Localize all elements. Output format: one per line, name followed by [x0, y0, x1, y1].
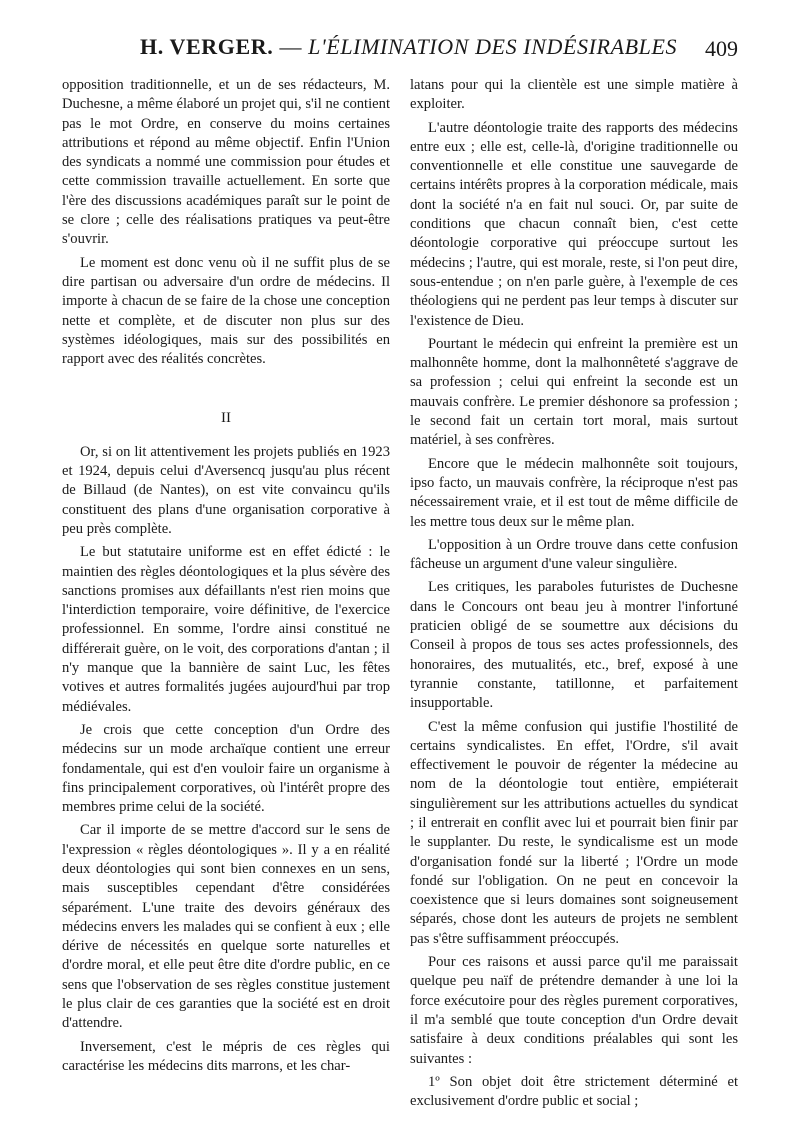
paragraph: Inversement, c'est le mépris de ces règles qui caractérise les médecins dits marrons, et les char- — [62, 1038, 390, 1074]
paragraph: latans pour qui la clientèle est une simple matière à exploiter. — [410, 77, 738, 113]
paragraph: Car il importe de se mettre d'accord sur le sens de l'expression « règles déontologiques ». Il y a en réalité deux déontologies qui sont bien connexes en un sens, mais susceptibles cependant d'être considérées séparément. L'une traite des devoirs généraux des médecins envers les malades qui se confient à eux ; elle dérive de nécessités en quelque sorte naturelles et d'ordre moral, et elle peut être dite d'ordre public, en ce sens que l'observation de ses règles constitue justement le plus clair de ces garanties que la société est en droit d'attendre. — [62, 822, 390, 1032]
paragraph: L'opposition à un Ordre trouve dans cette confusion fâcheuse un argument d'une valeur singulière. — [410, 536, 738, 573]
header-author: H. VERGER. — [140, 34, 274, 59]
paragraph: opposition traditionnelle, et un de ses rédacteurs, M. Duchesne, a même élaboré un projet qui, s'il ne contient pas le mot Ordre, en conserve du moins certaines attributions et répond au même objectif. Enfin l'Union des syndicats a nommé une commission pour études et cette commission travaille actuellement. En sorte que l'ère des discussions académiques paraît sur le point de se clore ; celle des réalisations pratiques va peut-être s'ouvrir. — [62, 77, 390, 248]
paragraph: Pourtant le médecin qui enfreint la première est un malhonnête homme, dont la malhonnêteté s'aggrave de sa profession ; celui qui enfreint la seconde est un mauvais confrère. Le premier déshonore sa profession ; le second fait un certain tort moral, mais surtout matériel, à ses confrères. — [410, 335, 738, 449]
paragraph: C'est la même confusion qui justifie l'hostilité de certains syndicalistes. En effet, l'Ordre, s'il avait effectivement le pouvoir de régenter la médecine au nom de la déontologie tout entière, empiéterait singulièrement sur les attributions actuelles du syndicat ; il entrerait en conflit avec lui et pourrait bien finir par le supplanter. Du reste, le syndicalisme est un mode d'organisation fondé sur la liberté ; l'Ordre un mode fondé sur l'obligation. On ne peut en concevoir la coexistence que si leurs domaines sont soigneusement séparés, chose dont les auteurs de projets ne semblent pas s'être suffisamment préoccupés. — [410, 718, 738, 947]
header-article-title: L'ÉLIMINATION DES INDÉSIRABLES — [308, 34, 678, 59]
paragraph: Le but statutaire uniforme est en effet édicté : le maintien des règles déontologiques et la plus sévère des sanctions promises aux défaillants n'est rien moins que l'interdiction temporaire, voire définitive, de l'exercice professionnel. En somme, l'ordre ainsi constitué ne différerait guère, on le voit, des corporations d'antan ; il n'y manque que la bannière de saint Luc, les fêtes votives et autres formalités jugées aujourd'hui par trop médiévales. — [62, 544, 390, 715]
page-number: 409 — [705, 36, 738, 61]
paragraph: L'autre déontologie traite des rapports des médecins entre eux ; elle est, celle-là, d'origine traditionnelle ou conventionnelle et elle constitue une sauvegarde de certains intérêts propres à la corporation médicale, mais dont la société n'a en fait nul souci. Or, par suite de conditions que chacun connaît bien, c'est cette déontologie corporative qui préoccupe surtout les médecins ; l'autre, qui est morale, reste, si l'on peut dire, sous-entendue ; on n'en parle guère, à l'exemple de ces théologiens qui ne perdent pas leur temps à discuter sur l'existence de Dieu. — [410, 119, 738, 329]
right-column — [410, 76, 738, 1115]
running-title — [140, 34, 677, 60]
paragraph: Je crois que cette conception d'un Ordre des médecins sur un mode archaïque contient une erreur fondamentale, qui est d'en vouloir faire un organisme à fins principalement corporatives, où l'intérêt propre des membres prime celui de la société. — [62, 721, 390, 816]
paragraph: 1º Son objet doit être strictement déterminé et exclusivement d'ordre public et social ; — [410, 1073, 738, 1110]
header-separator: — — [273, 34, 309, 59]
paragraph: Or, si on lit attentivement les projets publiés en 1923 et 1924, depuis celui d'Aversencq jusqu'au plus récent de Billaud (de Nantes), on est vite convaincu qu'ils constituent des plans d'une organisation corporative à peu près complète. — [62, 443, 390, 537]
paragraph: Pour ces raisons et aussi parce qu'il me paraissait quelque peu naïf de prétendre demander à une loi la force exécutoire pour des règles purement corporatives, il m'a semblé que toute conception d'un Ordre devait satisfaire à deux conditions préalables qui sont les suivantes : — [410, 954, 738, 1067]
paragraph: Le moment est donc venu où il ne suffit plus de se dire partisan ou adversaire d'un ordre de médecins. Il importe à chacun de se faire de la chose une conception nette et complète, et de discuter non plus sur des systèmes idéologiques, mais sur des possibilités en rapport avec des réalités concrètes. — [62, 254, 390, 368]
section-number: II — [221, 410, 231, 427]
running-header — [62, 34, 738, 74]
paragraph: Encore que le médecin malhonnête soit toujours, ipso facto, un mauvais confrère, la réciproque n'est pas nécessairement vraie, et il est tout de même difficile de les mettre tous deux sur le même plan. — [410, 455, 738, 530]
section-spacer — [62, 373, 390, 383]
paragraph: Les critiques, les paraboles futuristes de Duchesne dans le Concours ont beau jeu à montrer l'infortuné praticien obligé de se soumettre aux décisions du Conseil à propos de tous ses actes professionnels, des honoraires, des mutualités, etc., bref, exposé à une tyrannie constante, tatillonne, et parfaitement insupportable. — [410, 579, 738, 712]
left-column — [62, 76, 390, 1080]
